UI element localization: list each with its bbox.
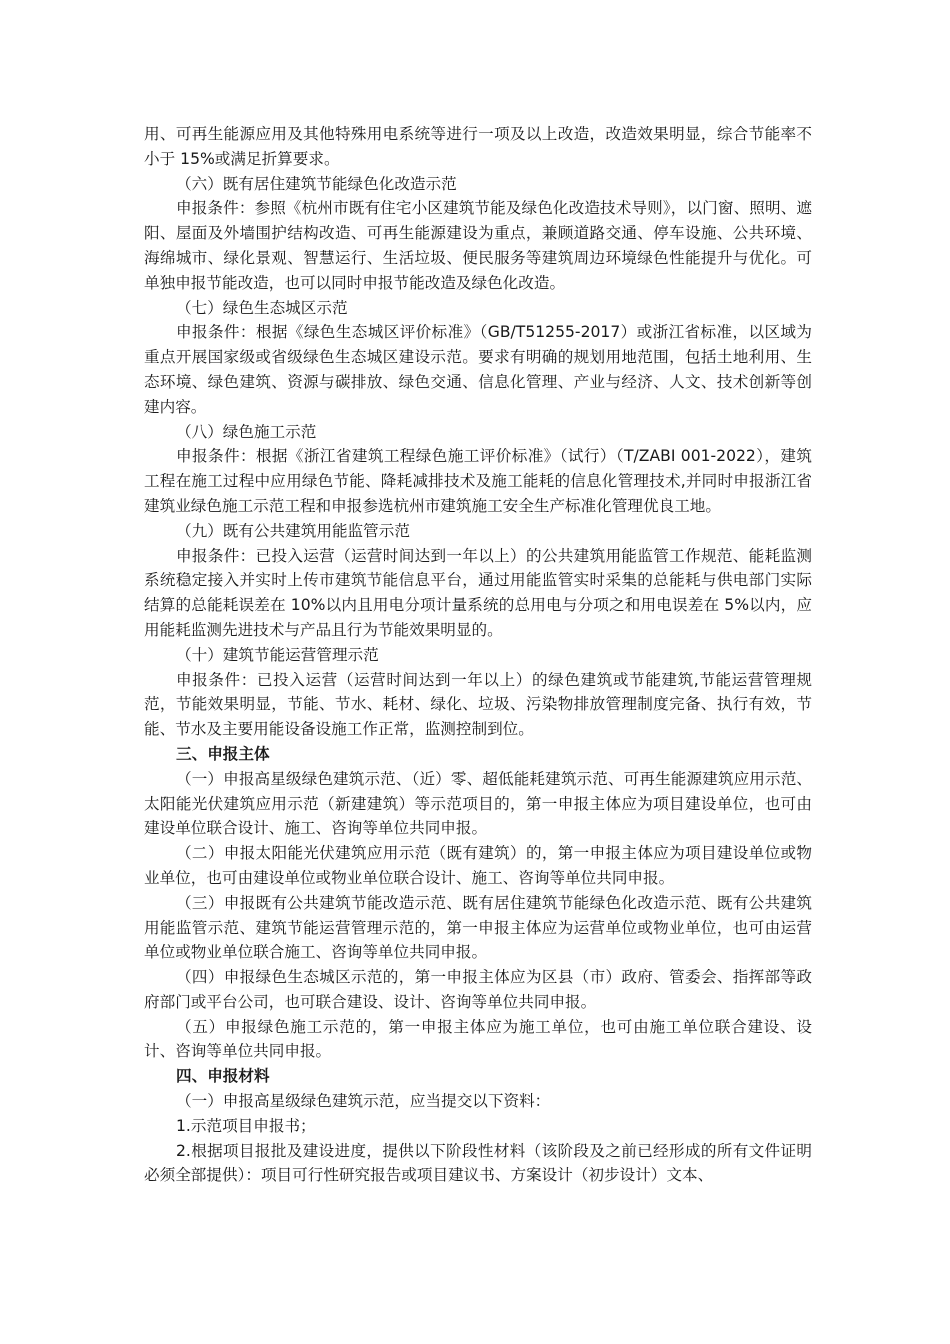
paragraph: （三）申报既有公共建筑节能改造示范、既有居住建筑节能绿色化改造示范、既有公共建筑用能监管示范、建筑节能运营管理示范的，第一申报主体应为运营单位或物业单位，也可由运营单位或物业单位联合施工、咨询等单位共同申报。 [144,893,812,962]
paragraph: （七）绿色生态城区示范 [176,298,348,317]
paragraph: 1.示范项目申报书； [176,1116,316,1135]
paragraph: 申报条件：参照《杭州市既有住宅小区建筑节能及绿色化改造技术导则》，以门窗、照明、遮阳、屋面及外墙围护结构改造、可再生能源建设为重点，兼顾道路交通、停车设施、公共环境、海绵城市、绿化景观、智慧运行、生活垃圾、便民服务等建筑周边环境绿色性能提升与优化。可单独申报节能改造，也可以同时申报节能改造及绿色化改造。 [144,199,812,292]
paragraph: （一）申报高星级绿色建筑示范，应当提交以下资料： [176,1092,551,1111]
paragraph: （六）既有居住建筑节能绿色化改造示范 [176,174,457,193]
paragraph: 2.根据项目报批及建设进度，提供以下阶段性材料（该阶段及之前已经形成的所有文件证明必须全部提供）：项目可行性研究报告或项目建议书、方案设计（初步设计）文本、 [144,1141,812,1185]
paragraph: （四）申报绿色生态城区示范的，第一申报主体应为区县（市）政府、管委会、指挥部等政府部门或平台公司，也可联合建设、设计、咨询等单位共同申报。 [144,968,812,1011]
paragraph: （十）建筑节能运营管理示范 [176,645,379,664]
paragraph: 申报条件：已投入运营（运营时间达到一年以上）的绿色建筑或节能建筑,节能运营管理规范，节能效果明显，节能、节水、耗材、绿化、垃圾、污染物排放管理制度完备、执行有效，节能、节水及主要用能设备设施工作正常，监测控制到位。 [144,670,812,739]
paragraph: 申报条件：根据《绿色生态城区评价标准》（GB/T51255-2017）或浙江省标准，以区域为重点开展国家级或省级绿色生态城区建设示范。要求有明确的规划用地范围，包括土地利用、生态环境、绿色建筑、资源与碳排放、绿色交通、信息化管理、产业与经济、人文、技术创新等创建内容。 [144,323,812,416]
paragraph: （九）既有公共建筑用能监管示范 [176,521,410,540]
paragraph: （八）绿色施工示范 [176,422,317,441]
document-body [144,122,812,1188]
section-heading: 三、申报主体 [176,744,270,763]
paragraph: 申报条件：已投入运营（运营时间达到一年以上）的公共建筑用能监管工作规范、能耗监测系统稳定接入并实时上传市建筑节能信息平台，通过用能监管实时采集的总能耗与供电部门实际结算的总能耗误差在 10%以内且用电分项计量系统的总用电与分项之和用电误差在 5%以内，应用能耗监测先进技术与产品且行为节能效果明显的。 [144,546,812,639]
paragraph: （一）申报高星级绿色建筑示范、（近）零、超低能耗建筑示范、可再生能源建筑应用示范、太阳能光伏建筑应用示范（新建建筑）等示范项目的，第一申报主体应为项目建设单位，也可由建设单位联合设计、施工、咨询等单位共同申报。 [144,769,812,838]
paragraph: 申报条件：根据《浙江省建筑工程绿色施工评价标准》（试行）（T/ZABI 001-2022），建筑工程在施工过程中应用绿色节能、降耗减排技术及施工能耗的信息化管理技术,并同时申报浙江省建筑业绿色施工示范工程和申报参选杭州市建筑施工安全生产标准化管理优良工地。 [144,447,812,515]
paragraph: 用、可再生能源应用及其他特殊用电系统等进行一项及以上改造，改造效果明显，综合节能率不小于 15%或满足折算要求。 [144,125,812,168]
paragraph: （五）申报绿色施工示范的，第一申报主体应为施工单位，也可由施工单位联合建设、设计、咨询等单位共同申报。 [144,1017,812,1061]
section-heading: 四、申报材料 [176,1067,270,1086]
paragraph: （二）申报太阳能光伏建筑应用示范（既有建筑）的，第一申报主体应为项目建设单位或物业单位，也可由建设单位或物业单位联合设计、施工、咨询等单位共同申报。 [144,844,812,887]
